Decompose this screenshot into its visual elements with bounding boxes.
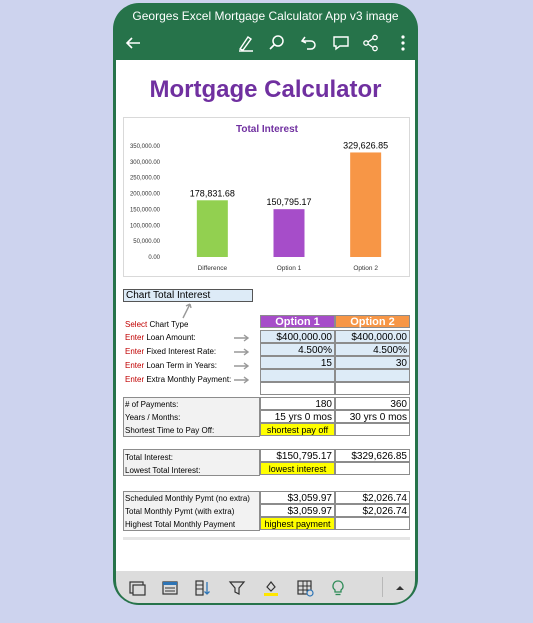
insert-table-icon[interactable] [296,579,314,597]
option1-interest-rate[interactable]: 4.500% [260,343,335,356]
option1-years-months: 15 yrs 0 mos [260,410,335,423]
option2-loan-term[interactable]: 30 [335,356,410,369]
option2-shortest-cell [335,423,410,436]
extra-payment-label: Enter Extra Monthly Payment: [125,375,232,384]
y-tick-label: 50,000.00 [133,239,160,246]
total-interest-label: Total Interest: [125,453,174,462]
interest-rate-label: Enter Fixed Interest Rate: [125,347,217,356]
y-tick-label: 200,000.00 [129,191,160,198]
freeze-panes-icon[interactable] [128,579,146,597]
option1-scheduled-pymt: $3,059.97 [260,491,335,504]
option1-num-payments: 180 [260,397,335,410]
toolbar-divider [382,577,383,597]
chart-type-select[interactable]: Chart Total Interest [123,289,253,302]
chart-title: Total Interest [235,124,299,135]
top-toolbar [113,29,418,59]
option1-extra-payment[interactable] [260,369,335,382]
lowest-interest-label: Lowest Total Interest: [125,466,201,475]
option2-scheduled-pymt: $2,026.74 [335,491,410,504]
y-tick-label: 100,000.00 [129,223,160,230]
up-arrow-icon [180,300,196,320]
option2-loan-amount[interactable]: $400,000.00 [335,330,410,343]
option1-total-pymt: $3,059.97 [260,504,335,517]
option2-years-months: 30 yrs 0 mos [335,410,410,423]
y-tick-label: 0.00 [148,255,160,261]
share-icon[interactable] [361,33,381,53]
pen-icon[interactable] [236,33,256,53]
option1-shortest-badge: shortest pay off [260,423,335,436]
total-pymt-label: Total Monthly Pymt (with extra) [125,507,235,516]
back-arrow-icon[interactable] [123,33,143,53]
y-tick-label: 250,000.00 [129,175,160,182]
total-interest-chart[interactable] [123,117,410,277]
chart-bar [197,200,228,257]
option2-total-pymt: $2,026.74 [335,504,410,517]
undo-icon[interactable] [299,33,319,53]
horizontal-scrollbar[interactable] [123,537,410,540]
option1-highest-badge: highest payment [260,517,335,530]
highest-pymt-label: Highest Total Monthly Payment [125,520,236,529]
spreadsheet-view[interactable] [116,60,415,571]
phone-frame [113,3,418,605]
option2-total-interest: $329,626.85 [335,449,410,462]
y-tick-label: 150,000.00 [129,207,160,214]
option2-interest-rate[interactable]: 4.500% [335,343,410,356]
bar-data-label: 329,626.85 [343,140,389,151]
option2-extra-payment[interactable] [335,369,410,382]
filter-icon[interactable] [228,579,246,597]
x-tick-label: Option 1 [276,265,302,272]
format-cells-icon[interactable] [161,579,179,597]
shortest-time-label: Shortest Time to Pay Off: [125,426,215,435]
select-chart-type-label: Select Chart Type [125,320,189,329]
bar-data-label: 178,831.68 [189,188,235,199]
chart-bar [350,152,381,257]
option1-loan-term[interactable]: 15 [260,356,335,369]
option1-blank-cell [260,382,335,395]
right-arrow-icon [232,361,252,371]
ideas-bulb-icon[interactable] [329,579,347,597]
years-months-label: Years / Months: [125,413,181,422]
right-arrow-icon [232,347,252,357]
more-icon[interactable] [393,33,413,53]
option1-loan-amount[interactable]: $400,000.00 [260,330,335,343]
window-title: Georges Excel Mortgage Calculator App v3 image [132,9,399,23]
x-tick-label: Difference [197,265,228,272]
option2-lowest-cell [335,462,410,475]
bar-data-label: 150,795.17 [266,197,312,208]
sheet-title: Mortgage Calculator [149,76,382,103]
loan-amount-label: Enter Loan Amount: [125,333,196,342]
option2-header: Option 2 [335,315,410,328]
option1-total-interest: $150,795.17 [260,449,335,462]
search-icon[interactable] [267,33,287,53]
x-tick-label: Option 2 [353,265,378,272]
y-tick-label: 350,000.00 [129,144,160,150]
bottom-command-bar [116,571,415,603]
option1-lowest-badge: lowest interest [260,462,335,475]
right-arrow-icon [232,333,252,343]
num-payments-label: # of Payments: [125,400,179,409]
chart-svg [124,118,411,278]
comment-icon[interactable] [331,33,351,53]
option2-highest-cell [335,517,410,530]
sort-icon[interactable] [194,579,212,597]
option2-blank-cell [335,382,410,395]
chart-bar [274,209,305,257]
option2-num-payments: 360 [335,397,410,410]
loan-term-label: Enter Loan Term in Years: [125,361,217,370]
option1-header: Option 1 [260,315,335,328]
fill-color-icon[interactable] [262,579,280,597]
scheduled-pymt-label: Scheduled Monthly Pymt (no extra) [125,494,250,503]
y-tick-label: 300,000.00 [129,159,160,166]
right-arrow-icon [232,375,252,385]
expand-up-icon[interactable] [391,579,409,597]
